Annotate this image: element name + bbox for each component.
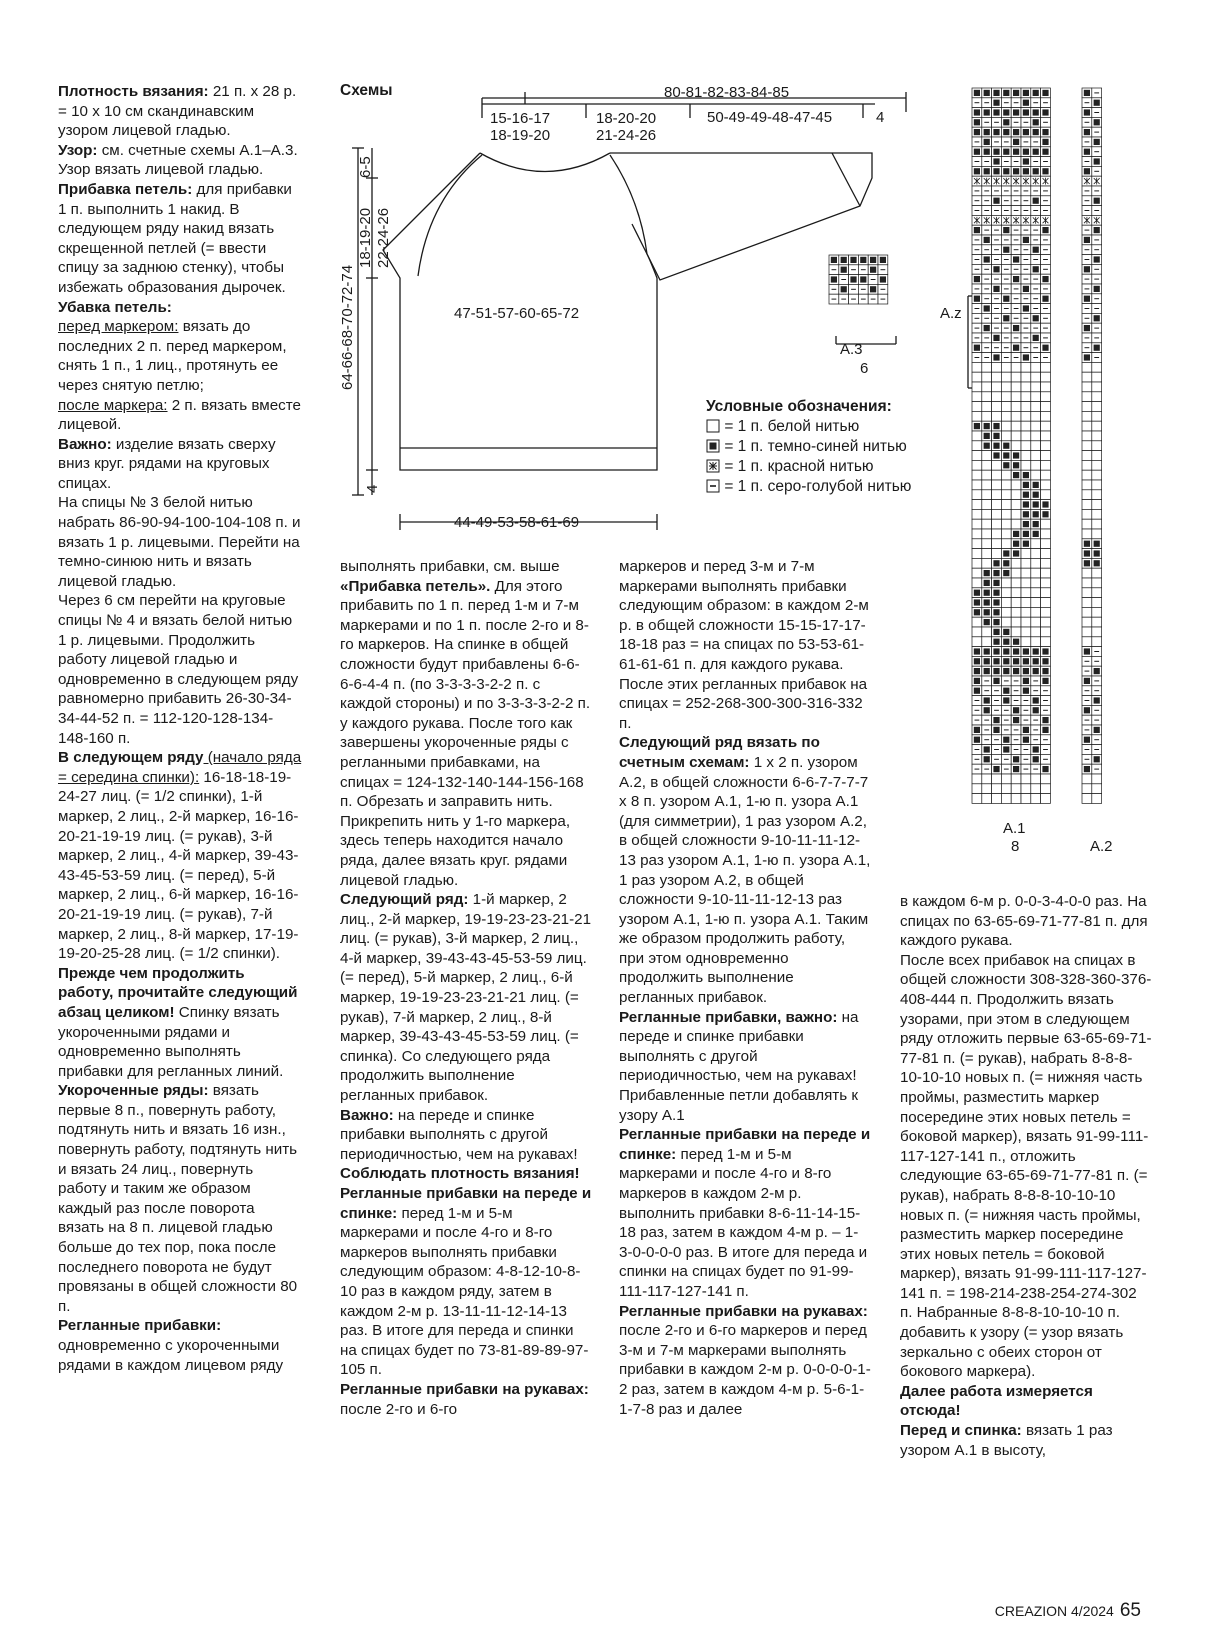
page-footer (995, 1600, 1141, 1622)
col1-b: Регланные прибавки: (58, 1317, 222, 1335)
dim-hem-height: 4 (364, 484, 381, 493)
dim-raglan-a: 18-19-20 (357, 207, 374, 268)
page-number: 65 (1119, 1600, 1141, 1621)
col1-t: изделие вязать сверху вниз круг. рядами на круговых спицах. (58, 435, 276, 492)
col1-t: На спицы № 3 белой нитью набрать 86-90-94-100-104-108 п. и вязать 1 р. лицевыми. Перейти на темно-синюю нить и вязать лицевой гладью. (58, 494, 301, 590)
col4-t: в каждом 6-м р. 0-0-3-4-0-0 раз. На спицах по 63-65-69-71-77-81 п. для каждого рукава. (900, 893, 1148, 950)
col1-u: (начало ряда = середина спинки): (58, 749, 302, 786)
dim-sleeve-length: 50-49-49-48-47-45 (707, 109, 833, 126)
legend-red-label: = 1 п. красной нитью (724, 458, 874, 475)
col2-paragraph (340, 1184, 592, 1380)
schema-title: Схемы (340, 82, 393, 99)
col3-paragraph (619, 1125, 871, 1301)
col1-u: перед маркером: (58, 318, 179, 336)
col3-b: Регланные прибавки на рукавах: (619, 1302, 868, 1320)
col1-b: Прибавка петель: (58, 180, 193, 198)
magazine-name: CREAZION 4/2024 (994, 1603, 1114, 1619)
legend-item-white (706, 417, 911, 437)
col4-paragraph (900, 1382, 1152, 1421)
col1-paragraph (58, 1316, 303, 1375)
col1-b: Убавка петель: (58, 298, 172, 316)
col1-b: Узор: (58, 141, 98, 159)
chart-a3-label: А.3 (840, 341, 863, 358)
col1-t: см. счетные схемы А.1–А.3. Узор вязать лицевой гладью. (58, 141, 298, 179)
col2-t2: Для этого прибавить по 1 п. перед 1-м и 7-м маркерами и по 1 п. после 2-го и 8-го маркеров. На спинке в общей сложности будут прибавлены 6-6-6-6-4-4 п. (по 3-3-3-3-2-2 п. с каждой стороны) и по 3-3-3-3-2-2 п. у каждого рукава. После того как завершены укороченные ряды с регланными прибавками, на спицах = 124-132-140-144-156-168 п. Обрезать и заправить нить. Прикрепить нить у 1-го маркера, здесь теперь находится начало ряда, далее вязать круг. рядами лицевой гладью. (340, 577, 591, 889)
col3-t: 1 х 2 п. узором А.2, в общей сложности 6-6-7-7-7-7 х 8 п. узором А.1, 1-ю п. узора А.1 (для симметрии), 1 раз узором А.2, в общей сложности 9-10-11-11-12-13 раз узором А.1, 1-ю п. узора А.1, 1 раз узором А.2, в общей сложности 9-10-11-11-12-13 раз узором А.1, 1-ю п. узора А.1. Таким же образом продолжить работу, при этом одновременно продолжить выполнение регланных прибавок. (619, 753, 871, 1007)
legend-navy-label: = 1 п. темно-синей нитью (724, 438, 907, 455)
col3-b: Следующий ряд вязать по счетным схемам: (619, 734, 820, 771)
col4-b: Перед и спинка: (900, 1422, 1022, 1440)
chart-a1-count: 8 (1011, 838, 1020, 855)
chart-a3-count: 6 (860, 360, 869, 377)
col3-t: перед 1-м и 5-м маркерами и после 4-го и 8-го маркеров в каждом 2-м р. выполнить прибавки 8-6-11-14-15-18 раз, затем в каждом 4-м р. – 1-3-0-0-0-0 раз. В итоге для переда и спинки на спицах будет по 91-99-111-117-127-141 п. (619, 1145, 868, 1300)
col1-t: вязать до последних 2 п. перед маркером, снять 1 п., 1 лиц., протянуть ее через снятую петлю; (58, 318, 287, 394)
dim-body-length: 64-66-68-70-72-74 (339, 264, 356, 390)
col1-t: одновременно с укороченными рядами в каждом лицевом ряду (58, 1337, 284, 1374)
col3-paragraph (619, 1302, 871, 1420)
col1-t: 21 п. х 28 р. = 10 х 10 см скандинавским узором лицевой гладью. (58, 83, 297, 140)
col1-t: для прибавки 1 п. выполнить 1 накид. В следующем ряду накид вязать скрещенной петлей (= ввести спицу за заднюю стенку), чтобы избежать образования дырочек. (58, 180, 292, 296)
legend-grey-label: = 1 п. серо-голубой нитью (724, 478, 912, 495)
dim-raglan-b: 22-24-26 (375, 207, 392, 268)
dim-shoulder-a: 18-20-20 (596, 110, 657, 127)
dim-hem-width: 44-49-53-58-61-69 (454, 514, 580, 531)
col1-t: вязать первые 8 п., повернуть работу, подтянуть нить и вязать 16 изн., повернуть работу, подтянуть нить и вязать 24 лиц., повернуть работу и таким же образом каждый раз после поворота вязать на 8 п. лицевой гладью больше до тех пор, пока после последнего поворота не будут провязаны в общей сложности 80 п. (58, 1082, 298, 1315)
legend-item-red (706, 457, 911, 477)
col2-paragraph (340, 1380, 592, 1419)
col3-paragraph (619, 1008, 871, 1126)
chart-a3-grid (829, 255, 888, 304)
col3-b: Регланные прибавки на переде и спинке: (619, 1126, 871, 1163)
col2-t: выполнять прибавки, см. выше (340, 558, 560, 575)
dim-total-width: 80-81-82-83-84-85 (664, 84, 790, 101)
legend-item-grey (706, 477, 911, 497)
chart-a2-label: А.2 (1090, 838, 1113, 855)
col1-t: 2 п. вязать вместе лицевой. (58, 396, 301, 434)
col1-b: В следующем ряду (58, 749, 204, 767)
legend-title: Условные обозначения: (706, 398, 892, 415)
col1-b: Важно: (58, 435, 112, 453)
col1-t: 16-18-18-19-24-27 лиц. (= 1/2 спинки), 1-й маркер, 2 лиц., 2-й маркер, 16-16-20-21-19-19 лиц. (= рукав), 3-й маркер, 2 лиц., 4-й маркер, 39-43-43-45-53-59 лиц. (= перед), 5-й маркер, 2 лиц., 6-й маркер, 16-16-20-21-19-19 лиц. (= рукав), 7-й маркер, 2 лиц., 8-й маркер, 17-19-19-20-25-28 лиц. (= 1/2 спинки). (58, 768, 299, 963)
legend-item-navy (706, 437, 911, 457)
dim-neck-height: 6-5 (357, 156, 374, 178)
chart-az-label: А.z (940, 305, 962, 322)
col2-b: «Прибавка петель». (340, 577, 491, 595)
col4-b: Далее работа измеряется отсюда! (900, 1382, 1093, 1420)
col1-b: Прежде чем продолжить работу, прочитайте следующий абзац целиком! (58, 964, 298, 1021)
col2-b: Следующий ряд: (340, 891, 469, 909)
chart-a1-label: А.1 (1003, 820, 1026, 837)
col2-t: 1-й маркер, 2 лиц., 2-й маркер, 19-19-23-23-21-21 лиц. (= рукав), 3-й маркер, 2 лиц., 4-й маркер, 39-43-43-45-53-59 лиц. (= перед), 5-й маркер, 2 лиц., 6-й маркер, 19-19-23-23-21-21 лиц. (= рукав), 7-й маркер, 2 лиц., 8-й маркер, 39-43-43-45-53-59 лиц. (= спинка). Со следующего ряда продолжить выполнение регланных прибавок. (340, 891, 592, 1105)
col4-paragraph (900, 1421, 1152, 1460)
col1-b: Укороченные ряды: (58, 1082, 209, 1100)
col2-b: Регланные прибавки на рукавах: (340, 1380, 589, 1398)
col2-paragraph (340, 890, 592, 1106)
col1-u: после маркера: (58, 396, 168, 414)
dim-shoulder-b: 21-24-26 (596, 127, 657, 144)
col4-paragraph (900, 892, 1152, 951)
col4-t: После всех прибавок на спицах в общей сложности 308-328-360-376-408-444 п. Продолжить вязать узорами, при этом в следующем ряду отложить первые 63-65-69-71-77-81 п. (= рукав), набрать 8-8-8-10-10-10 новых п. (= нижняя часть проймы, разместить маркер посередине этих новых петель = боковой маркер), вязать 91-99-111-117-127-141 п., отложить следующие 63-65-69-71-77-81 п. (= рукав), набрать 8-8-8-10-10-10 новых п. (= нижняя часть проймы, разместить маркер посередине этих новых петель = боковой маркер), вязать 91-99-111-117-127-141 п. = 198-214-238-254-274-302 п. Набранные 8-8-8-10-10-10 п. добавить к узору (= узор вязать зеркально с обеих сторон от бокового маркера). (900, 951, 1152, 1381)
dim-chest: 47-51-57-60-65-72 (454, 305, 580, 322)
col2-paragraph (340, 1106, 592, 1165)
col1-t: Через 6 см перейти на круговые спицы № 4 и вязать белой нитью 1 р. лицевыми. Продолжить работу лицевой гладью и одновременно в следующем ряду равномерно прибавить 26-30-34-34-44-52 п. = 112-120-128-134-148-160 п. (58, 592, 299, 747)
col2-b: Важно: (340, 1106, 394, 1124)
col3-t: на переде и спинке прибавки выполнять с другой периодичностью, чем на рукавах! Прибавленные петли добавлять к узору А.1 (619, 1008, 859, 1124)
col4-paragraph (900, 951, 1152, 1382)
col2-t: на переде и спинке прибавки выполнять с другой периодичностью, чем на рукавах! (340, 1106, 578, 1163)
chart-a2-grid (1082, 88, 1102, 803)
dim-neck-b: 18-19-20 (490, 127, 551, 144)
col3-t: После этих регланных прибавок на спицах = 252-268-300-300-316-332 п. (619, 675, 868, 732)
col2-t: после 2-го и 6-го (340, 1400, 458, 1418)
col3-b: Регланные прибавки, важно: (619, 1008, 838, 1026)
col1-paragraph (58, 964, 303, 1082)
text-column-4 (900, 892, 1152, 1460)
col1-b: Плотность вязания: (58, 83, 209, 100)
dim-neck-a: 15-16-17 (490, 110, 551, 127)
col4-t: вязать 1 раз узором А.1 в высоту, (900, 1422, 1113, 1459)
col2-b: Соблюдать плотность вязания! (340, 1165, 580, 1183)
legend-white-label: = 1 п. белой нитью (724, 418, 860, 435)
col2-paragraph (340, 1164, 592, 1184)
dim-cuff: 4 (876, 109, 885, 126)
chart-a1-grid (972, 88, 1050, 803)
col1-t: Спинку вязать укороченными рядами и одновременно выполнять прибавки для регланных линий. (58, 1003, 284, 1080)
col2-t: перед 1-м и 5-м маркерами и после 4-го и 8-го маркеров выполнять прибавки следующим образом: 4-8-12-10-8-10 раз в каждом ряду, затем в каждом 2-м р. 13-11-11-12-14-13 раз. В итоге для переда и спинки на спицах будет по 73-81-89-89-97-105 п. (340, 1204, 589, 1379)
col2-b: Регланные прибавки на переде и спинке: (340, 1185, 592, 1222)
col1-paragraph (58, 1081, 303, 1316)
col3-t: после 2-го и 6-го маркеров и перед 3-м и 7-м маркерами выполнять прибавки в каждом 2-м р. 0-0-0-0-1-2 раз, затем в каждом 4-м р. 5-6-1-1-7-8 раз и далее (619, 1322, 871, 1418)
legend (706, 397, 911, 497)
col3-t: маркеров и перед 3-м и 7-м маркерами выполнять прибавки следующим образом: в каждом 2-м р. в общей сложности 15-15-17-17-18-18 раз = на спицах по 53-53-61-61-61-61 п. для каждого рукава. (619, 558, 869, 673)
